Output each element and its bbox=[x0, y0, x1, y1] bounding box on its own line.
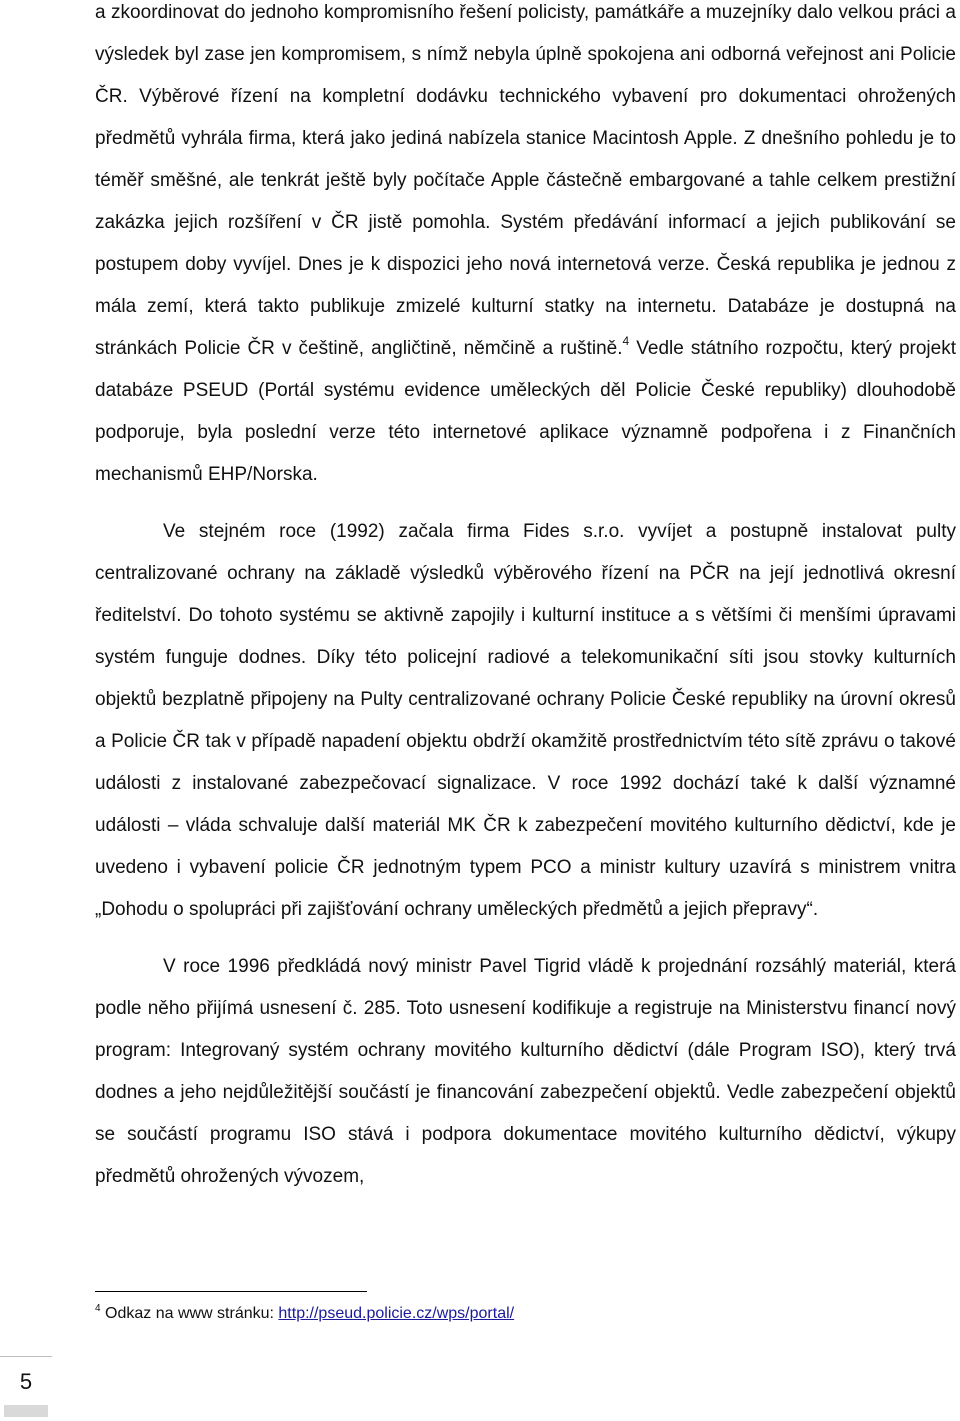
footnote bbox=[95, 1302, 955, 1326]
page-number: 5 bbox=[19, 1369, 33, 1394]
footnote-separator bbox=[95, 1291, 367, 1292]
paragraph-1 bbox=[95, 0, 956, 496]
footnote-number: 4 bbox=[95, 1303, 101, 1314]
page-number-underbar bbox=[4, 1405, 48, 1417]
footnote-reference[interactable]: 4 bbox=[622, 334, 630, 348]
paragraph-2: Ve stejném roce (1992) začala firma Fides s.r.o. vyvíjet a postupně instalovat pulty centralizované ochrany na základě výsledků výběrového řízení na PČR na její jednotlivá okresní ředitelství. Do tohoto systému se aktivně zapojily i kulturní instituce a s většími či menšími úpravami systém funguje dodnes. Díky této policejní radiové a telekomunikační síti jsou stovky kulturních objektů bezplatně připojeny na Pulty centralizované ochrany Policie České republiky na úrovní okresů a Policie ČR tak v případě napadení objektu obdrží okamžitě prostřednictvím této sítě zprávu o takové události z instalované zabezpečovací signalizace. V roce 1992 dochází také k další významné události – vláda schvaluje další materiál MK ČR k zabezpečení movitého kulturního dědictví, kde je uvedeno i vybavení policie ČR jednotným typem PCO a ministr kultury uzavírá s ministrem vnitra „Dohodu o spolupráci při zajišťování ochrany uměleckých předmětů a jejich přepravy“. bbox=[95, 521, 956, 920]
footnote-label: Odkaz na www stránku: bbox=[100, 1305, 279, 1322]
paragraph-3: V roce 1996 předkládá nový ministr Pavel Tigrid vládě k projednání rozsáhlý materiál, která podle něho přijímá usnesení č. 285. Toto usnesení kodifikuje a registruje na Ministerstvu financí nový program: Integrovaný systém ochrany movitého kulturního dědictví (dále Program ISO), který trvá dodnes a jeho nejdůležitější součástí je financování zabezpečení objektů. Vedle zabezpečení objektů se součástí programu ISO stává i podpora dokumentace movitého kulturního dědictví, výkupy předmětů ohrožených vývozem, bbox=[95, 956, 956, 1187]
paragraph-1-text: a zkoordinovat do jednoho kompromisního řešení policisty, památkáře a muzejníky dalo velkou práci a výsledek byl zase jen kompromisem, s nímž nebyla úplně spokojena ani odborná veřejnost ani Policie ČR. Výběrové řízení na kompletní dodávku technického vybavení pro dokumentaci ohrožených předmětů vyhrála firma, která jako jediná nabízela stanice Macintosh Apple. Z dnešního pohledu je to téměř směšné, ale tenkrát ještě byly počítače Apple částečně embargované a tahle celkem prestižní zakázka jejich rozšíření v ČR jistě pomohla. Systém předávání informací a jejich publikování se postupem doby vyvíjel. Dnes je k dispozici jeho nová internetová verze. Česká republika je jednou z mála zemí, která takto publikuje zmizelé kulturní statky na internetu. Databáze je dostupná na stránkách Policie ČR v češtině, angličtině, němčině a ruštině. bbox=[95, 2, 956, 359]
body-text bbox=[95, 0, 956, 1198]
footnote-link[interactable]: http://pseud.policie.cz/wps/portal/ bbox=[278, 1305, 515, 1322]
paragraph-1-text-continued: Vedle státního rozpočtu, který projekt databáze PSEUD (Portál systému evidence uměleckých děl Policie České republiky) dlouhodobě podporuje, byla poslední verze této internetové aplikace významně podpořena i z Finančních mechanismů EHP/Norska. bbox=[95, 338, 956, 485]
